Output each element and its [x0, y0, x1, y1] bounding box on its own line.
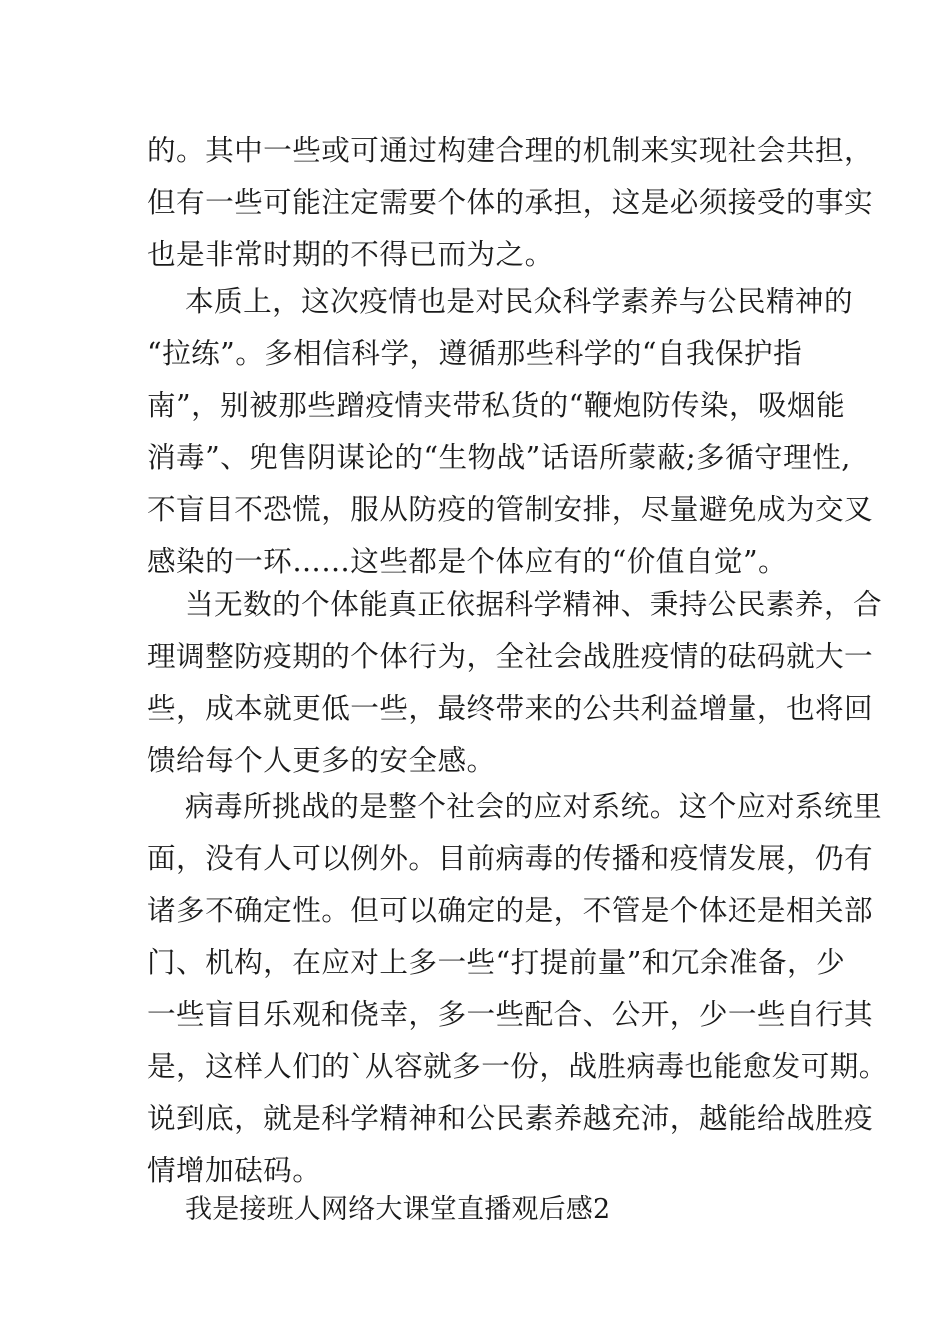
text-line: 但有一些可能注定需要个体的承担，这是必须接受的事实: [147, 185, 874, 219]
text-line: 也是非常时期的不得已而为之。: [147, 237, 554, 271]
paragraph-3: [147, 578, 883, 786]
section-heading-block: [147, 1184, 827, 1236]
paragraph-1: [147, 124, 874, 280]
text-line: 些，成本就更低一些，最终带来的公共利益增量，也将回: [147, 691, 874, 725]
text-line: 当无数的个体能真正依据科学精神、秉持公民素养，合: [185, 587, 883, 621]
text-line: 本质上，这次疫情也是对民众科学素养与公民精神的: [185, 284, 854, 318]
paragraph-2: [147, 275, 874, 587]
text-line: 门、机构，在应对上多一些“打提前量”和冗余准备，少: [147, 945, 846, 979]
text-line: 诸多不确定性。但可以确定的是，不管是个体还是相关部: [147, 893, 874, 927]
text-line: 的。其中一些或可通过构建合理的机制来实现社会共担，: [147, 133, 874, 167]
text-line: “拉练”。多相信科学，遵循那些科学的“自我保护指: [147, 336, 803, 370]
paragraph-4: [147, 780, 888, 1196]
text-line: 情增加砝码。: [147, 1153, 322, 1187]
text-line: 感染的一环……这些都是个体应有的“价值自觉”。: [147, 544, 788, 578]
text-line: 馈给每个人更多的安全感。: [147, 743, 496, 777]
text-line: 说到底，就是科学精神和公民素养越充沛，越能给战胜疫: [147, 1101, 874, 1135]
section-heading: 我是接班人网络大课堂直播观后感2: [185, 1194, 611, 1225]
text-line: 是，这样人们的`从容就多一份，战胜病毒也能愈发可期。: [147, 1049, 888, 1083]
text-line: 一些盲目乐观和侥幸，多一些配合、公开，少一些自行其: [147, 997, 874, 1031]
text-line: 病毒所挑战的是整个社会的应对系统。这个应对系统里: [185, 789, 883, 823]
text-line: 消毒”、兜售阴谋论的“生物战”话语所蒙蔽;多循守理性,: [147, 440, 851, 474]
text-line: 南”，别被那些蹭疫情夹带私货的“鞭炮防传染，吸烟能: [147, 388, 846, 422]
text-line: 不盲目不恐慌，服从防疫的管制安排，尽量避免成为交叉: [147, 492, 874, 526]
text-line: 面，没有人可以例外。目前病毒的传播和疫情发展，仍有: [147, 841, 874, 875]
text-line: 理调整防疫期的个体行为，全社会战胜疫情的砝码就大一: [147, 639, 874, 673]
